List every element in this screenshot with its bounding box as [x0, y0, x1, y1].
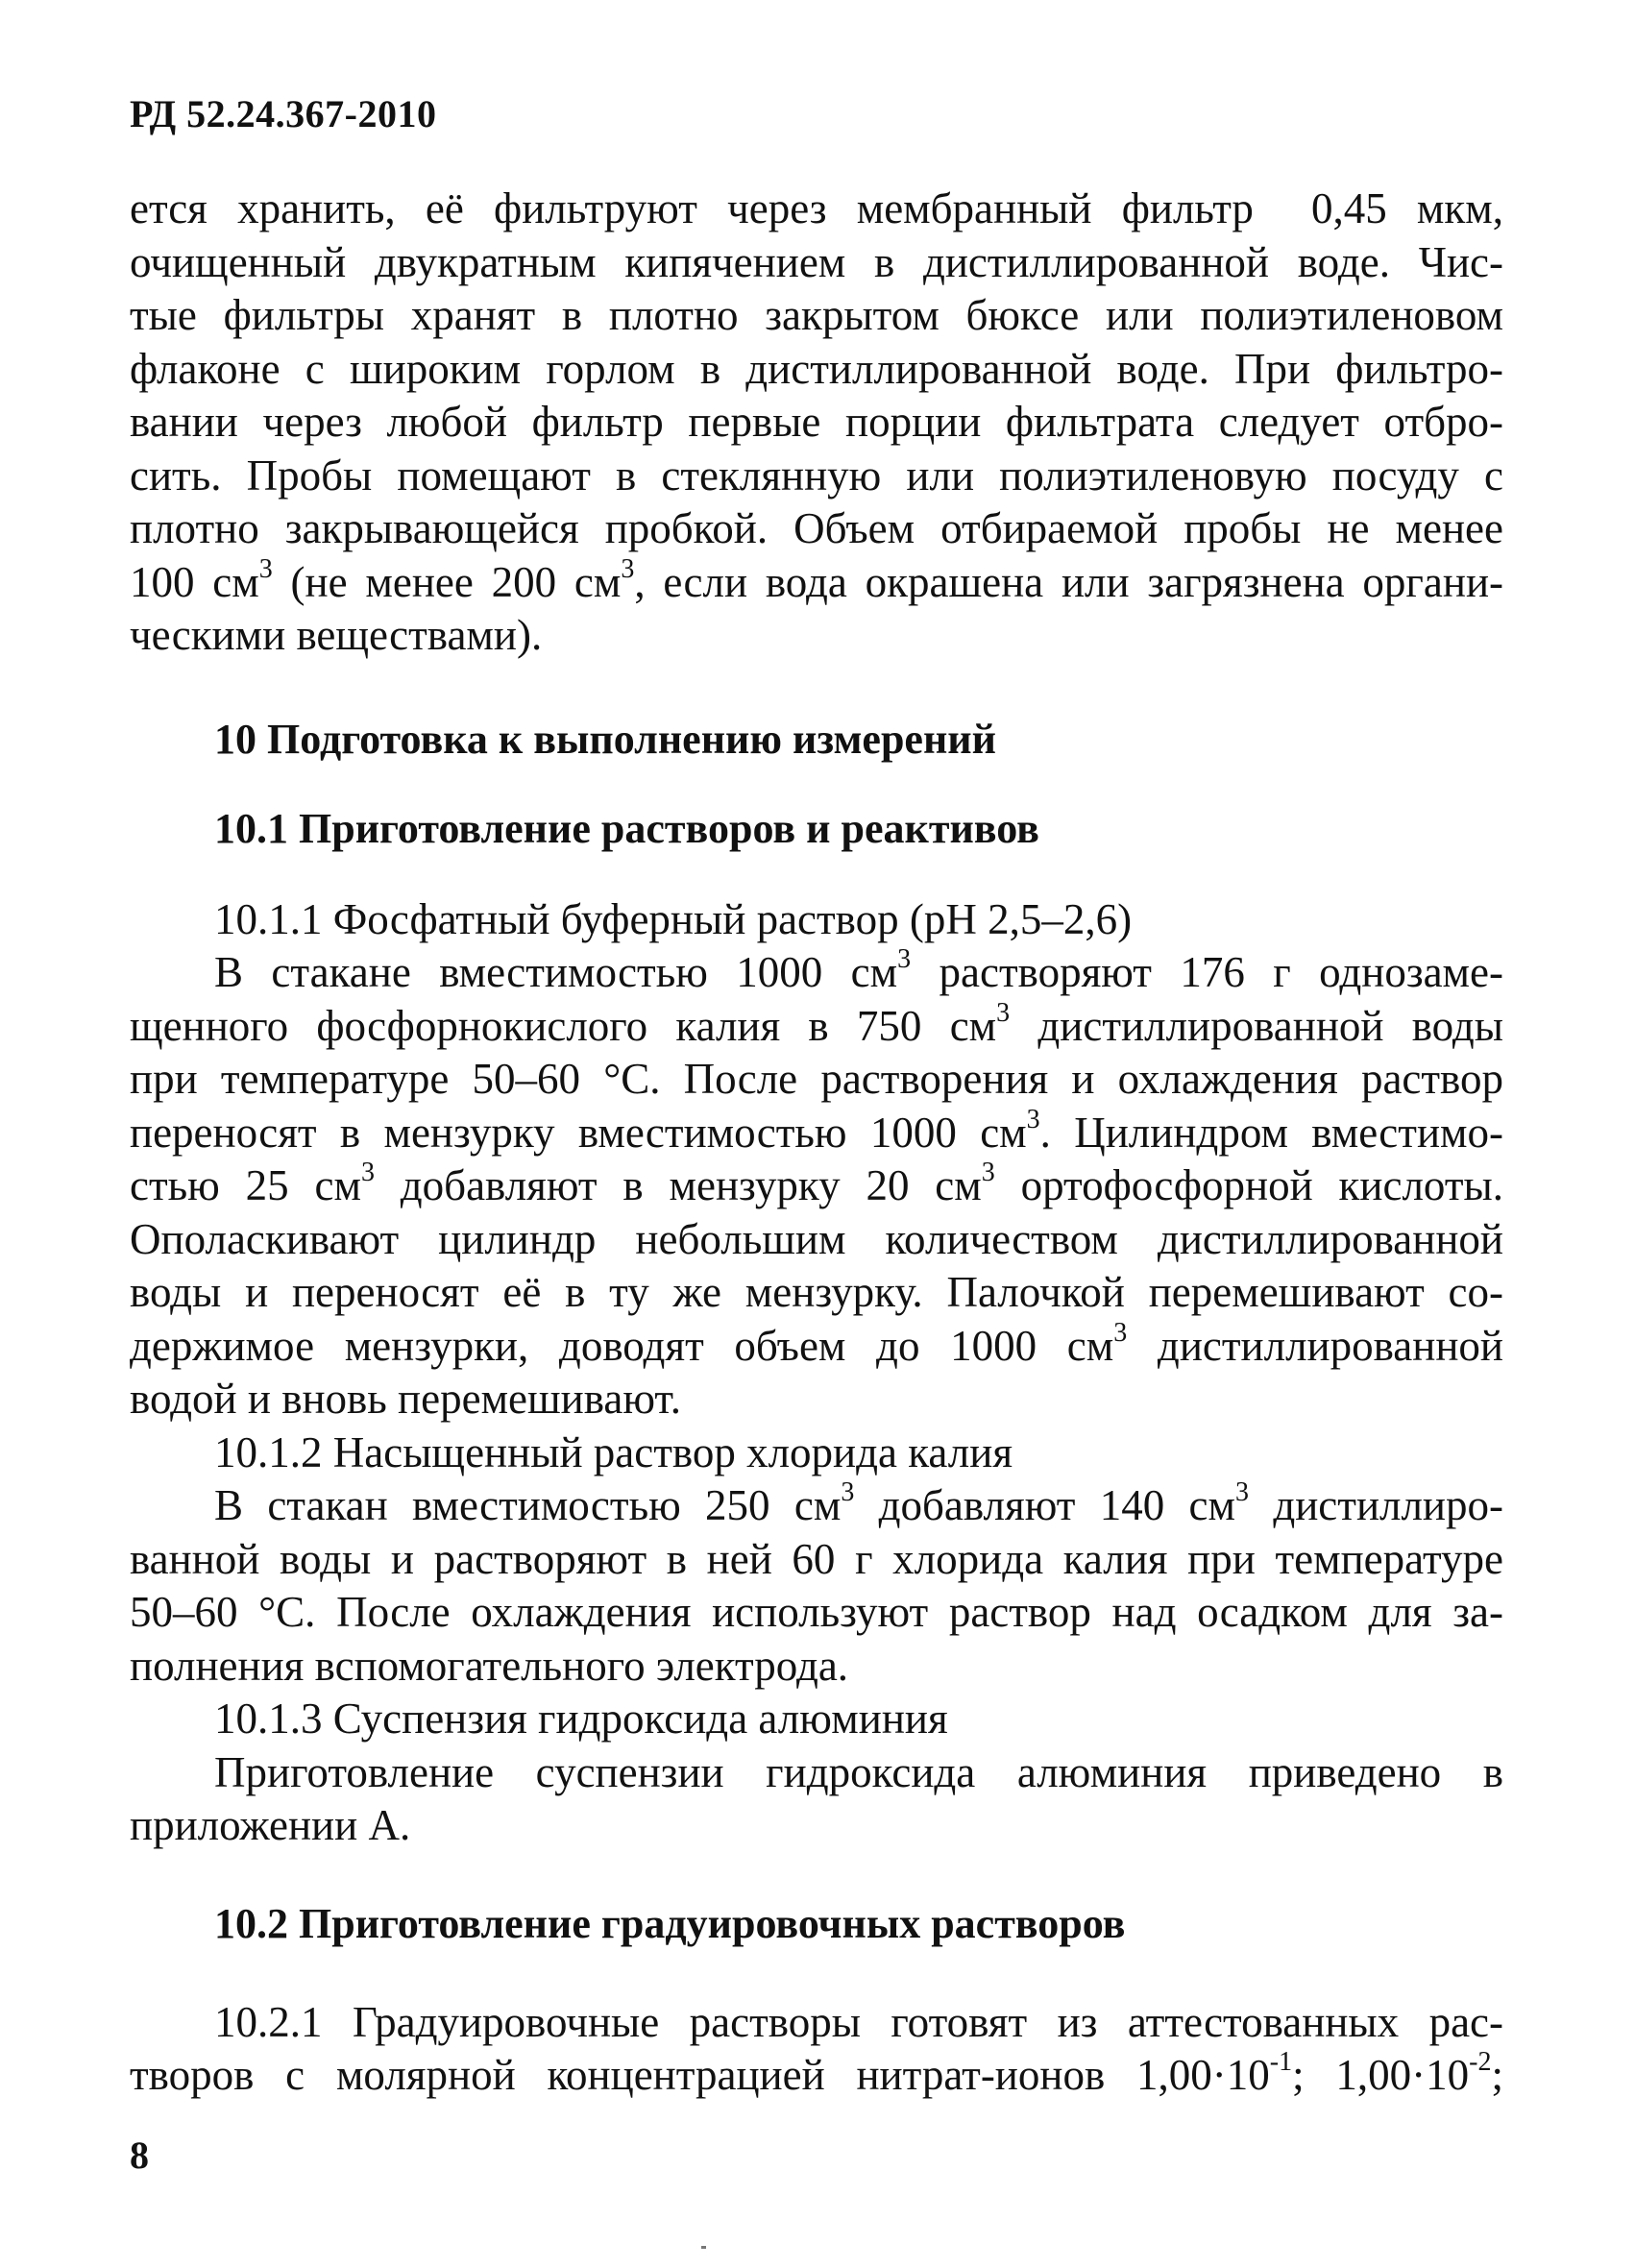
text-line: ванной воды и растворяют в ней 60 г хлорида калия при температуре — [130, 1534, 1503, 1583]
text-line: Приготовление суспензии гидроксида алюминия приведено в — [214, 1747, 1503, 1796]
item-10-1-3-body — [130, 1746, 1503, 1853]
document-page — [130, 0, 1503, 2268]
section-10-1-heading: 10.1 Приготовление растворов и реактивов — [214, 804, 1039, 852]
item-10-2-1-body — [130, 1996, 1503, 2103]
text-line: воды и переносят её в ту же мензурку. Палочкой перемешивают со- — [130, 1268, 1503, 1316]
text-line: водой и вновь перемешивают. — [130, 1375, 681, 1423]
text-line: тые фильтры хранят в плотно закрытом бюксе или полиэтиленовом — [130, 291, 1503, 339]
text-line: 10.2.1 Градуировочные растворы готовят из аттестованных рас- — [214, 1997, 1503, 2046]
item-10-1-1-heading: 10.1.1 Фосфатный буферный раствор (рН 2,5–2,6) — [214, 894, 1133, 943]
document-body — [130, 183, 1503, 2103]
page-number: 8 — [130, 2134, 149, 2177]
text-line: флаконе с широким горлом в дистиллированной воде. При фильтро- — [130, 344, 1503, 393]
intro-paragraph — [130, 183, 1503, 663]
item-10-1-1-body — [130, 946, 1503, 1427]
document-code-header: РД 52.24.367-2010 — [130, 92, 437, 135]
text-line: плотно закрывающейся пробкой. Объем отбираемой пробы не менее — [130, 504, 1503, 552]
section-10-2-heading: 10.2 Приготовление градуировочных растворов — [214, 1899, 1126, 1947]
text-line: творов с молярной концентрацией нитрат-ионов $1,00\cdot 10^{-1}$; $1,00\cdot 10^{-2}$; — [130, 2047, 1504, 2099]
scan-artifact — [701, 2246, 706, 2249]
text-line: очищенный двукратным кипячением в дистиллированной воде. Чис- — [130, 237, 1503, 286]
text-line: В стакан вместимостью 250 $см^3$ добавляют 140 $см^3$ дистиллиро- — [214, 1477, 1503, 1529]
text-line: полнения вспомогательного электрода. — [130, 1641, 849, 1690]
text-line: 50–60 °С. После охлаждения используют раствор над осадком для за- — [130, 1588, 1503, 1636]
section-10-heading: 10 Подготовка к выполнению измерений — [214, 715, 996, 763]
text-line: сить. Пробы помещают в стеклянную или полиэтиленовую посуду с — [130, 451, 1503, 500]
text-line: ется хранить, её фильтруют через мембранный фильтр 0,45 мкм, — [130, 184, 1503, 232]
text-line: переносят в мензурку вместимостью 1000 $см^3$. Цилиндром вместимо- — [130, 1104, 1503, 1157]
text-line: вании через любой фильтр первые порции фильтрата следует отбро- — [130, 398, 1503, 446]
text-line: приложении А. — [130, 1801, 411, 1849]
text-line: стью 25 $см^3$ добавляют в мензурку 20 $см^3$ ортофосфорной кислоты. — [130, 1158, 1503, 1209]
text-line: 100 $см^3$ (не менее 200 $см^3$, если вода окрашена или загрязнена органи- — [130, 553, 1504, 606]
item-10-1-3-heading: 10.1.3 Суспензия гидроксида алюминия — [214, 1695, 948, 1743]
text-line: держимое мензурки, доводят объем до 1000 $см^3$ дистиллированной — [130, 1317, 1503, 1370]
text-line: при температуре 50–60 °С. После растворения и охлаждения раствор — [130, 1055, 1503, 1103]
item-10-1-2-body — [130, 1479, 1503, 1693]
text-line: В стакане вместимостью 1000 $см^3$ растворяют 176 г однозаме- — [214, 944, 1503, 996]
text-line: щенного фосфорнокислого калия в 750 $см^3$ дистиллированной воды — [130, 997, 1504, 1050]
text-line: Ополаскивают цилиндр небольшим количеством дистиллированной — [130, 1214, 1503, 1263]
item-10-1-2-heading: 10.1.2 Насыщенный раствор хлорида калия — [214, 1427, 1013, 1476]
text-line: ческими веществами). — [130, 611, 543, 659]
